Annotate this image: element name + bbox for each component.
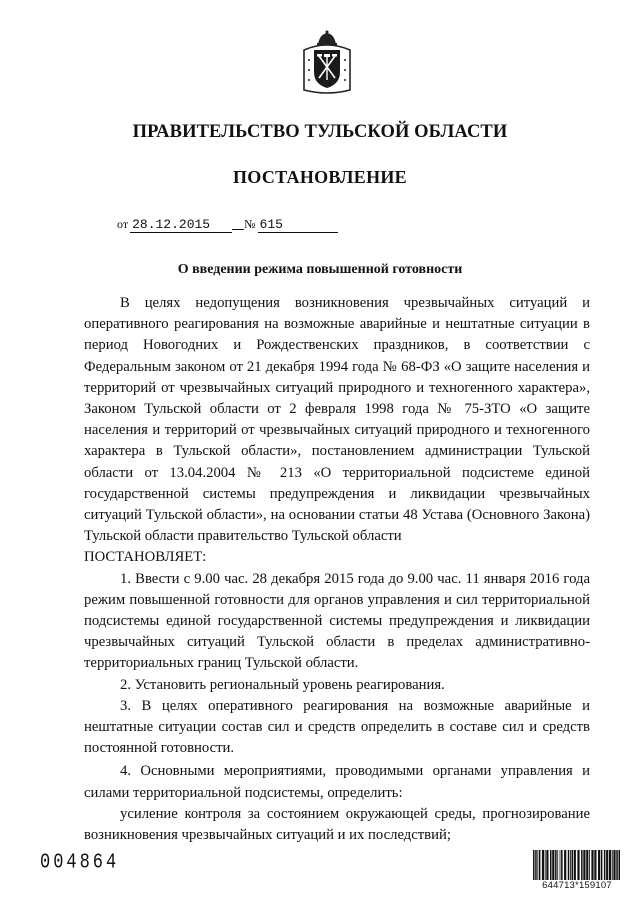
number-label: №: [244, 217, 256, 231]
underline-gap: [232, 217, 244, 230]
document-type-title: ПОСТАНОВЛЕНИЕ: [233, 167, 407, 187]
clause-3: 3. В целях оперативного реагирования на возможные аварийные и нештатные ситуации состав сил и средств определить в составе сил и средств постоянной готовности.: [84, 697, 590, 757]
barcode-number: 644713*159107: [532, 880, 622, 891]
clause-1: 1. Ввести с 9.00 час. 28 декабря 2015 года до 9.00 час. 11 января 2016 года режим повышенной готовности для органов управления и сил территориальной подсистемы единой государственной системы предупреждения и ликвидации чрезвычайных ситуаций Тульской области в пределах административно-территориальных границ Тульской области.: [84, 570, 590, 672]
coat-of-arms-icon: [300, 30, 354, 96]
document-body: [84, 293, 590, 846]
document-meta-row: [117, 216, 338, 233]
serial-number: 004864: [40, 851, 120, 875]
document-date: 28.12.2015: [130, 218, 232, 233]
date-label: от: [117, 217, 129, 231]
clause-4-subitem: усиление контроля за состоянием окружающей среды, прогнозирование возникновения чрезвычайных ситуаций и их последствий;: [84, 805, 590, 844]
decree-word: ПОСТАНОВЛЯЕТ:: [84, 549, 207, 566]
government-title: ПРАВИТЕЛЬСТВО ТУЛЬСКОЙ ОБЛАСТИ: [132, 122, 508, 142]
document-number: 615: [258, 218, 338, 233]
clause-4: 4. Основными мероприятиями, проводимыми органами управления и силами территориальной подсистемы, определить:: [84, 763, 590, 801]
preamble-paragraph: В целях недопущения возникновения чрезвычайных ситуаций и оперативного реагирования на возможные аварийные и нештатные ситуации в период Новогодних и Рождественских праздников, в соответствии с Федеральным законом от 21 декабря 1994 года № 68-ФЗ «О защите населения и территорий от чрезвычайных ситуаций природного и техногенного характера», Законом Тульской области от 2 февраля 1998 года № 75-ЗТО «О защите населения и территорий от чрезвычайных ситуаций природного и техногенного характера в Тульской области», постановлением администрации Тульской области от 13.04.2004 № 213 «О территориальной подсистеме единой государственной системы предупреждения и ликвидации чрезвычайных ситуаций Тульской области», на основании статьи 48 Устава (Основного Закона) Тульской области правительство Тульской области: [84, 295, 590, 545]
clause-2: 2. Установить региональный уровень реагирования.: [120, 676, 445, 693]
document-subject: О введении режима повышенной готовности: [177, 262, 463, 277]
